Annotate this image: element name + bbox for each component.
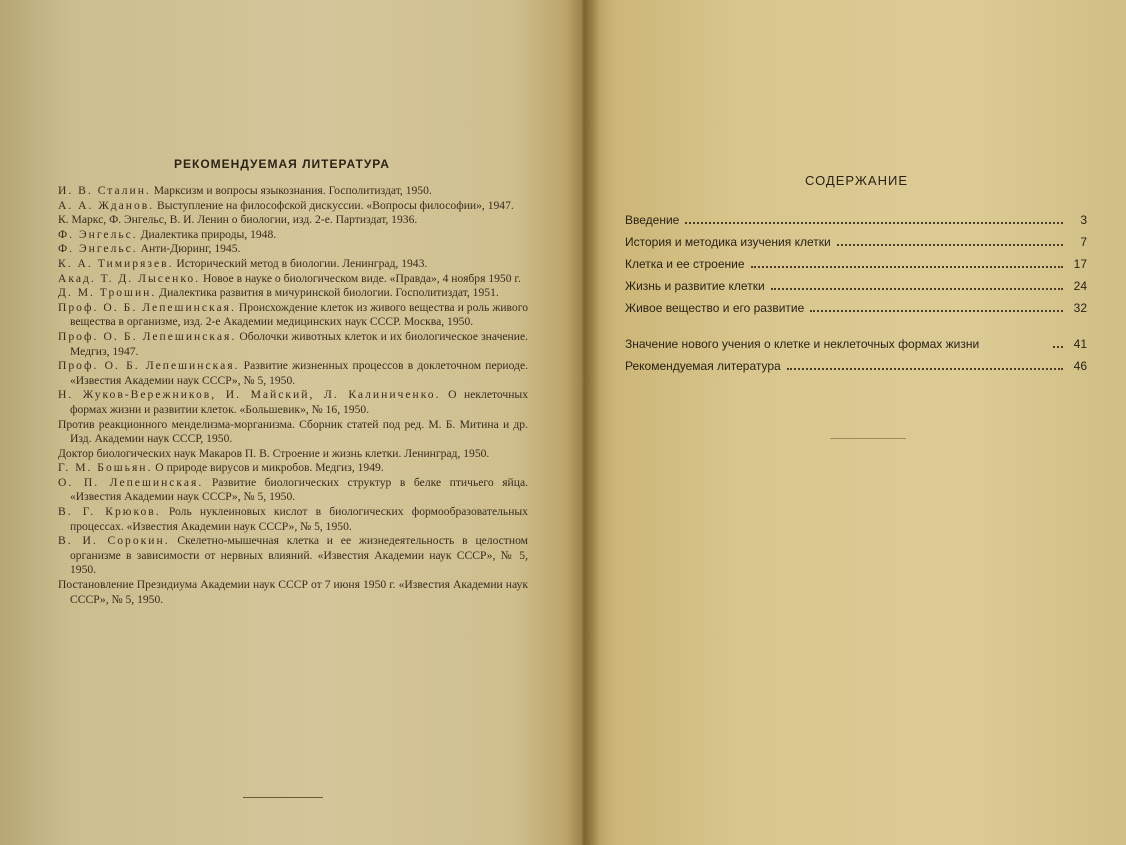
toc-page-number: 32 xyxy=(1073,301,1087,315)
toc-page-number: 7 xyxy=(1080,235,1087,249)
reference-item xyxy=(58,228,528,243)
reference-text: Развитие жизненных процессов в доклеточном периоде. «Известия Академии наук СССР», № 5, 1950. xyxy=(70,359,528,387)
reference-text: Новое в науке о биологическом виде. «Правда», 4 ноября 1950 г. xyxy=(200,271,521,285)
reference-item xyxy=(58,505,528,534)
left-page-divider xyxy=(243,797,323,798)
reference-text: Марксизм и вопросы языкознания. Госполитиздат, 1950. xyxy=(150,184,432,197)
reference-item xyxy=(58,213,528,228)
reference-text: Происхождение клеток из живого вещества и роль живого вещества в организме, изд. 2-е Академии медицинских наук СССР. Москва, 1950. xyxy=(70,300,528,329)
toc-leader-dots xyxy=(787,368,1063,370)
reference-item xyxy=(58,388,528,417)
toc-page-number: 46 xyxy=(1073,359,1087,373)
toc-entry-label: Живое вещество и его развитие xyxy=(625,301,805,315)
reference-text: Диалектика природы, 1948. xyxy=(137,227,277,241)
reference-text: Скелетно-мышечная клетка и ее жизнедеятельность в целостном организме в зависимости от нервных влияний. «Известия Академии наук СССР», № 5, 1950. xyxy=(70,534,528,577)
reference-item xyxy=(58,461,528,476)
reference-text: Постановление Президиума Академии наук СССР от 7 июня 1950 г. «Известия Академии наук СССР», № 5, 1950. xyxy=(58,578,528,606)
toc-leader-dots xyxy=(837,244,1063,246)
toc-entry[interactable] xyxy=(625,205,1087,227)
reference-author: Акад. Т. Д. Лысенко. xyxy=(58,271,201,285)
toc-entry[interactable] xyxy=(625,315,1087,351)
reference-text: Доктор биологических наук Макаров П. В. Строение и жизнь клетки. Ленинград, 1950. xyxy=(58,446,490,460)
reference-text: Оболочки животных клеток и их биологическое значение. Медгиз, 1947. xyxy=(70,329,528,358)
book-gutter xyxy=(566,0,600,845)
reference-author: А. А. Жданов. xyxy=(58,198,155,212)
reference-author: И. В. Сталин. xyxy=(58,184,151,197)
reference-author: Ф. Энгельс. xyxy=(58,227,138,241)
reference-author: В. Г. Крюков. xyxy=(58,505,161,519)
toc-entry[interactable] xyxy=(625,227,1087,249)
toc-leader-dots xyxy=(810,310,1063,312)
reference-author: К. А. Тимирязев. xyxy=(58,256,174,270)
reference-author: Проф. О. Б. Лепешинская. xyxy=(58,300,236,314)
reference-text: Исторический метод в биологии. Ленинград, 1943. xyxy=(173,256,428,270)
toc-title: СОДЕРЖАНИЕ xyxy=(805,173,909,188)
toc-entry-label: История и методика изучения клетки xyxy=(625,235,831,249)
toc-entry[interactable] xyxy=(625,293,1087,315)
reference-item xyxy=(58,286,528,301)
reference-item xyxy=(58,242,528,257)
reference-item xyxy=(58,476,528,505)
toc-entry[interactable] xyxy=(625,249,1087,271)
reference-text: Роль нуклеиновых кислот в биологических формообразовательных процессах. «Известия Академии наук СССР», № 5, 1950. xyxy=(70,505,528,533)
literature-title: РЕКОМЕНДУЕМАЯ ЛИТЕРАТУРА xyxy=(174,157,390,171)
toc-entry[interactable] xyxy=(625,271,1087,293)
reference-author: Г. М. Бошьян. xyxy=(58,461,153,475)
reference-text: Диалектика развития в мичуринской биологии. Госполитиздат, 1951. xyxy=(156,286,499,300)
right-page xyxy=(582,0,1126,845)
reference-item xyxy=(58,301,528,330)
reference-text: Анти-Дюринг, 1945. xyxy=(137,242,241,256)
reference-item xyxy=(58,199,528,214)
reference-text: Против реакционного менделизма-морганизма. Сборник статей под ред. М. Б. Митина и др. Изд. Академии наук СССР, 1950. xyxy=(58,417,528,446)
reference-text: Выступление на философской дискуссии. «Вопросы философии», 1947. xyxy=(154,198,514,212)
toc-page-number: 24 xyxy=(1073,279,1087,293)
toc-entry[interactable] xyxy=(625,351,1087,373)
reference-text: К. Маркс, Ф. Энгельс, В. И. Ленин о биологии, изд. 2-е. Партиздат, 1936. xyxy=(58,213,418,227)
table-of-contents xyxy=(625,205,1087,373)
toc-entry-label: Значение нового учения о клетке и неклеточных формах жизни xyxy=(625,337,980,351)
reference-text: О неклеточных формах жизни и развитии клеток. «Большевик», № 16, 1950. xyxy=(70,388,528,416)
toc-entry-label: Жизнь и развитие клетки xyxy=(625,279,765,293)
reference-item xyxy=(58,418,528,447)
reference-item xyxy=(58,184,528,199)
toc-page-number: 3 xyxy=(1080,213,1087,227)
reference-author: Проф. О. Б. Лепешинская. xyxy=(58,329,237,343)
toc-page-number: 41 xyxy=(1073,337,1087,351)
reference-author: Н. Жуков-Вережников, И. Майский, Л. Калиниченко. xyxy=(58,388,441,402)
reference-list xyxy=(58,184,528,607)
toc-entry-label: Клетка и ее строение xyxy=(625,257,745,271)
reference-item xyxy=(58,359,528,388)
reference-text: Развитие биологических структур в белке птичьего яйца. «Известия Академии наук СССР», № 5, 1950. xyxy=(70,475,529,504)
reference-author: О. П. Лепешинская. xyxy=(58,475,204,489)
reference-item xyxy=(58,534,528,578)
toc-leader-dots xyxy=(751,266,1063,268)
toc-leader-dots xyxy=(771,288,1063,290)
reference-text: О природе вирусов и микробов. Медгиз, 1949. xyxy=(152,461,384,475)
toc-leader-dots xyxy=(1053,346,1063,348)
reference-item xyxy=(58,272,528,287)
toc-page-number: 17 xyxy=(1073,257,1087,271)
reference-item xyxy=(58,578,528,607)
reference-author: Проф. О. Б. Лепешинская. xyxy=(58,359,240,373)
reference-author: Д. М. Трошин. xyxy=(58,286,157,300)
reference-item xyxy=(58,257,528,272)
reference-author: Ф. Энгельс. xyxy=(58,242,138,256)
toc-entry-label: Рекомендуемая литература xyxy=(625,359,781,373)
reference-item xyxy=(58,330,528,359)
right-page-divider xyxy=(830,438,906,439)
toc-entry-label: Введение xyxy=(625,213,680,227)
reference-item xyxy=(58,447,528,462)
reference-author: В. И. Сорокин. xyxy=(58,534,170,548)
toc-leader-dots xyxy=(685,222,1063,224)
